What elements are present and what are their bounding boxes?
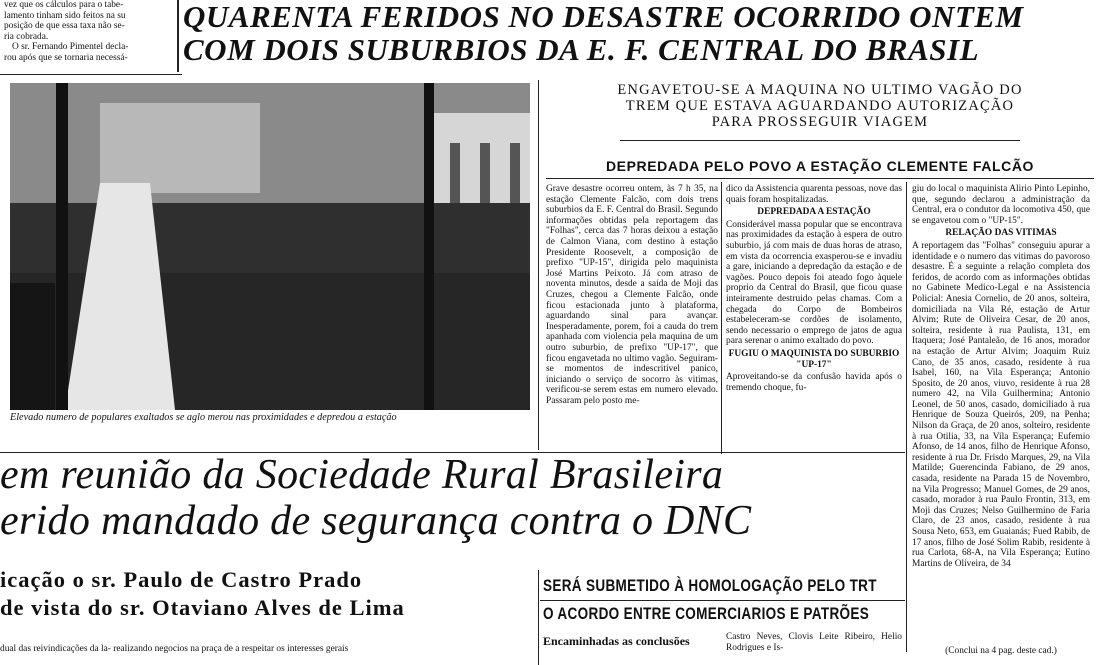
text-line: posição de que essa taxa não se- [4,21,125,32]
column-text: A reportagem das "Folhas" conseguiu apurar a identidade e o numero das vitimas do pavoroso desastre. É a seguinte a relação completa dos feridos, de acordo com as informações obtidas no Gabinete Medico-Legal e na Assistencia Policial: Anesia Cornelio, de 20 anos, solteira, domiciliada na Vila Ré, estação de Artur Alvim; Rute de Oliveira Cesar, de 20 anos, solteira, residente à rua Paulista, 131, em Itaquera; José Pantaleão, de 16 anos, morador na estação de Artur Alvim; Joaquim Ruiz Cano, de 35 anos, casado, residente à rua Isabel, 160, na Vila Esperança; Antonio Sposito, de 20 anos, viuvo, residente à rua 28 numero 42, na Vila Guilhermina; Antonio Leonel, de 50 anos, casado, domiciliado à rua Henrique de Souza Queirós, 209, na Penha; Nilson da Graça, de 20 anos, solteiro, residente à rua Otilia, 33, na Vila Esperança; Eufemio Afonso, de 14 anos, filho de Henrique Afonso, residente à rua Dr. Frisdo Marques, 29, na Vila Matilde; Guerencinda Fabiano, de 29 anos, casada, residente na Parada 15 de Novembro, na Vila Progresso; Manuel Gomes, de 29 anos, casado, morador à rua Paulo Frontin, 313, em Moji das Cruzes; Nelso Guilhermino de Faria Claro, de 23 anos, casado, residente à rua Sousa Neto, 653, em Guaianás; Fued Rabib, de 17 anos, filho de José Solim Rabib, residente à rua Carlota, 68-A, na Vila Esperança; Eutino Martins de Oliveira, de 34 [912,240,1090,569]
column-divider [538,80,539,450]
rural-society-headline [0,452,905,544]
news-photo [10,83,530,410]
headline-line-2: erido mandado de segurança contra o DNC [0,498,752,544]
column-text: giu do local o maquinista Alirio Pinto Lepinho, que, segundo declarou a administração da Central, era o condutor da locomotiva 450, que se engavetou com o "UP-15". [912,184,1090,226]
headline-line-1: QUARENTA FERIDOS NO DESASTRE OCORRIDO ONTEM [183,0,1024,34]
rural-society-deck [0,566,535,622]
section-rule [620,140,1020,141]
continuation-note: (Conclui na 4 pag. deste cad.) [945,646,1057,656]
column-text: Aproveitando-se da confusão havida após o tremendo choque, fu- [726,372,902,393]
previous-article-fragment [4,0,174,64]
text-line: ria cobrada. [4,31,49,42]
column-divider [177,0,179,72]
column-text: dico da Assistencia quarenta pessoas, nove das quais foram hospitalizadas. [726,184,902,205]
column-divider [0,74,182,75]
text-line: O sr. Fernando Pimentel decla- [12,42,129,53]
trt-body-left: Encaminhadas as conclusões [543,634,690,648]
article-column-3 [912,184,1090,652]
article-deck [545,82,1095,130]
deck-line-1: ENGAVETOU-SE A MAQUINA NO ULTIMO VAGÃO DO [617,82,1023,98]
deck-line-2: de vista do sr. Otaviano Alves de Lima [0,595,405,620]
section-subhead: FUGIU O MAQUINISTA DO SUBURBIO "UP-17" [728,348,900,370]
section-subhead: DEPREDADA A ESTAÇÃO [757,207,871,218]
text-line: lamento tinham sido feitos na su [4,10,126,21]
section-rule [546,178,1094,179]
rural-article-text: dual das reivindicações da la- realizando negocios na praça de a respeitar os interesses gerais [0,644,349,654]
deck-line-2: TREM QUE ESTAVA AGUARDANDO AUTORIZAÇÃO [625,98,1015,114]
main-headline [183,0,1098,66]
column-text: Considerável massa popular que se encontrava nas proximidades da estação à espera de outro suburbio, já com mais de duas horas de atraso, em vista da ocorrencia exasperou-se e invadiu a gare, iniciando a depredação da estação e de vagões. Pouco depois foi ateado fogo àquele proprio da Central do Brasil, que ficou quase inteiramente destruido pelas chamas. Com a chegada do Corpo de Bombeiros estabeleceram-se cordões de isolamento, sendo necessario o emprego de jatos de agua para serenar o animo exaltado do povo. [726,219,902,347]
photo-caption: Elevado numero de populares exaltados se aglo merou nas proximidades e depredou a estação [10,412,397,423]
headline-line-1: em reunião da Sociedade Rural Brasileira [0,452,724,498]
article-subheadline: DEPREDADA PELO POVO A ESTAÇÃO CLEMENTE FALCÃO [605,158,1035,174]
section-rule [540,600,905,601]
text-line: rou após que se tornaria necessá- [4,52,128,63]
article-column-2 [726,184,902,454]
deck-line-1: icação o sr. Paulo de Castro Prado [0,567,363,592]
deck-line-3: PARA PROSSEGUIR VIAGEM [711,114,929,130]
column-divider [538,570,539,665]
trt-body-right: Castro Neves, Clovis Leite Ribeiro, Helio Rodrigues e Is- [726,632,902,653]
article-column-1: Grave desastre ocorreu ontem, às 7 h 35, na estação Clemente Falcão, com dois trens suburbios da E. F. Central do Brasil. Segundo informações obtidas pela reportagem das "Folhas", cerca das 7 horas deixou a estação de Calmon Viana, com destino à estação Presidente Roosevelt, a composição de prefixo "UP-15", dirigida pelo maquinista José Martins Peixoto. Já com atraso de noventa minutos, desde a saída de Moji das Cruzes, chegou a Clemente Falcão, onde ficou estacionada junto à plataforma, aguardando sinal para avançar. Inesperadamente, porem, foi a cauda do trem apanhada com violencia pela maquina de um outro suburbio, de prefixo "UP-17", que ficou engavetada no ultimo vagão. Seguiram-se momentos de indescritível panico, iniciando o serviço de socorro às vitimas, verificou-se serem estas em numero elevado. Passaram pelo posto me- [546,184,718,406]
section-subhead: RELAÇÃO DAS VITIMAS [945,228,1057,239]
headline-line-2: O ACORDO ENTRE COMERCIARIOS E PATRÕES [543,605,870,623]
headline-line-1: SERÁ SUBMETIDO À HOMOLOGAÇÃO PELO TRT [543,577,877,595]
column-divider [906,182,907,652]
column-divider [721,182,722,454]
headline-line-2: COM DOIS SUBURBIOS DA E. F. CENTRAL DO BRASIL [183,32,980,67]
crowd-photo-illustration [10,83,530,410]
text-line: vez que os cálculos para o tabe- [4,0,124,10]
